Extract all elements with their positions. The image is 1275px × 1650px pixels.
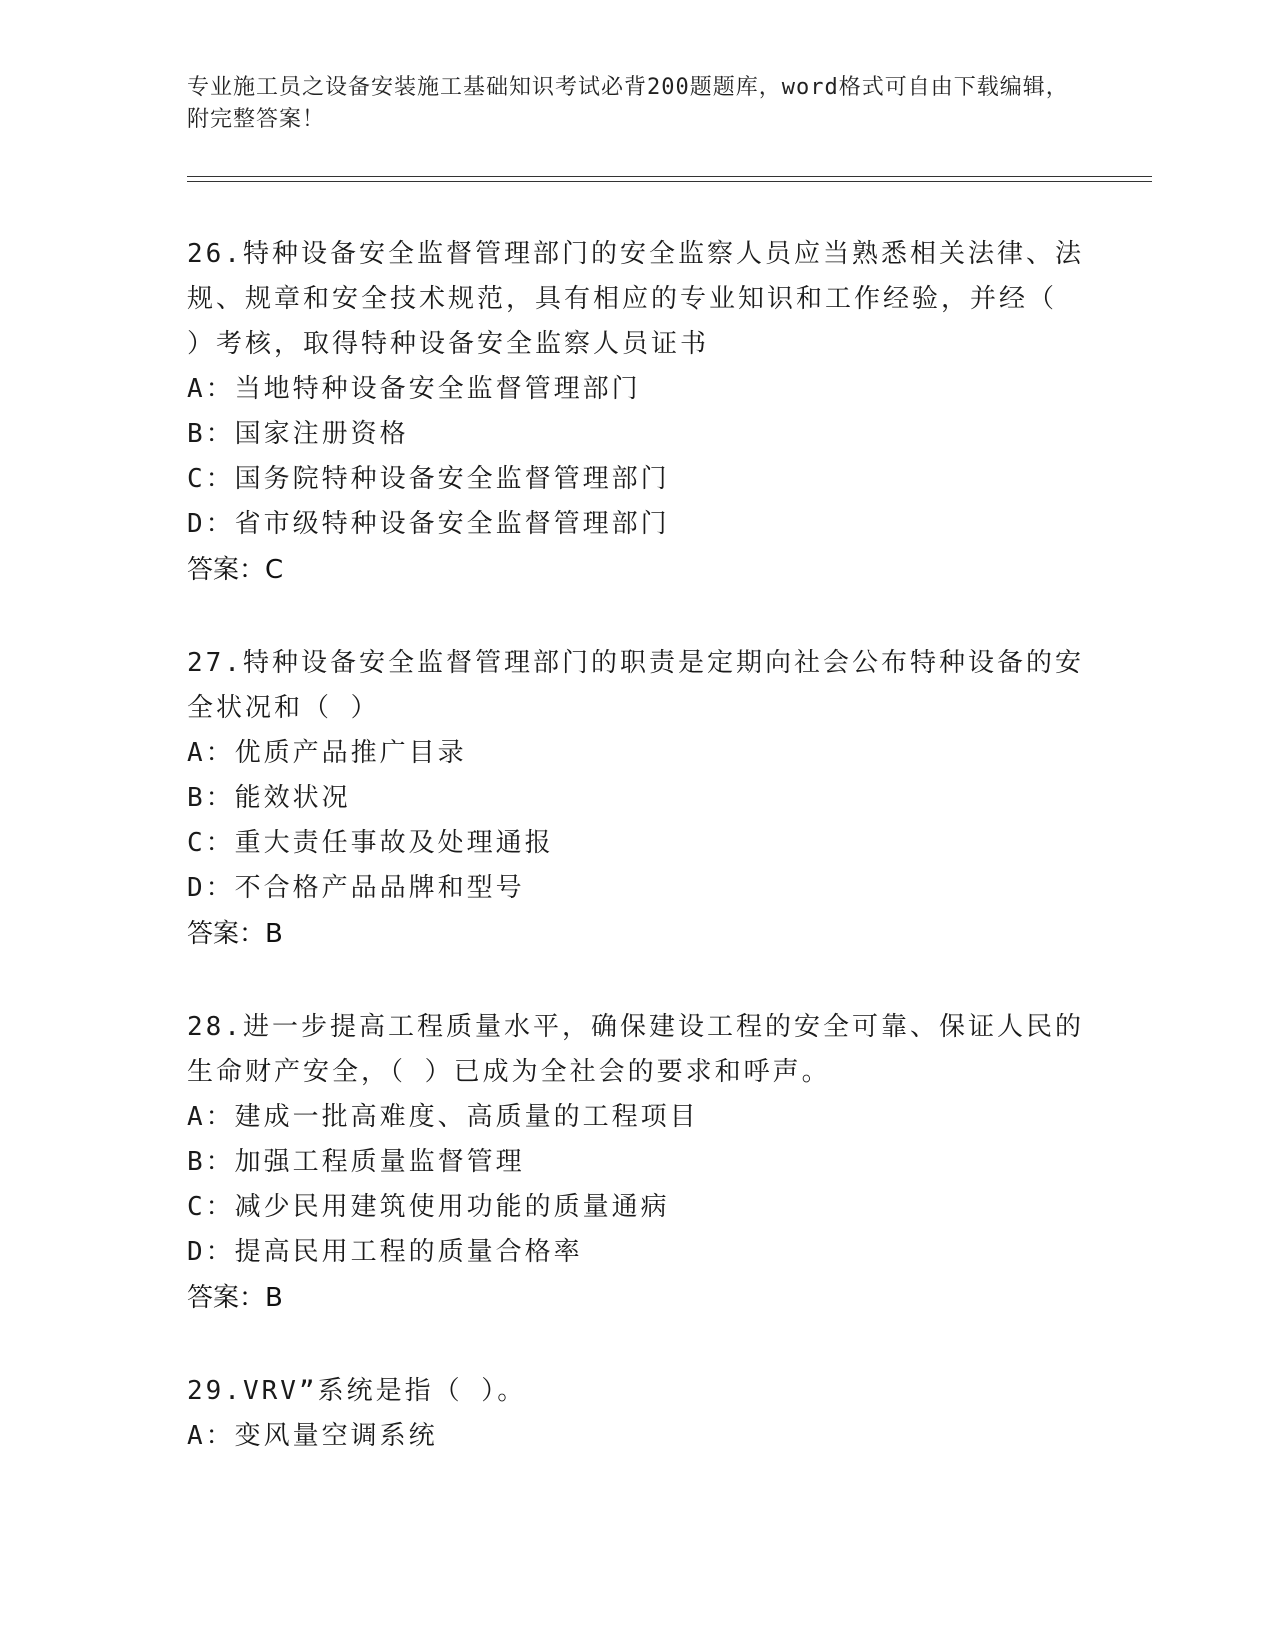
question-27: [187, 641, 1087, 957]
option-b: B：国家注册资格: [187, 419, 409, 449]
answer: 答案：B: [187, 919, 283, 949]
question-stem: 29.VRV”系统是指（ ）。: [187, 1376, 527, 1406]
option-c: C：重大责任事故及处理通报: [187, 828, 554, 858]
option-a: A：变风量空调系统: [187, 1421, 438, 1451]
option-d: D：省市级特种设备安全监督管理部门: [187, 509, 670, 539]
question-stem: 27.特种设备安全监督管理部门的职责是定期向社会公布特种设备的安全状况和（ ）: [187, 648, 1084, 723]
option-d: D：不合格产品品牌和型号: [187, 873, 525, 903]
document-header: 专业施工员之设备安装施工基础知识考试必背200题题库，word格式可自由下载编辑，附完整答案！: [187, 75, 1069, 132]
question-26: [187, 232, 1087, 593]
option-a: A：当地特种设备安全监督管理部门: [187, 374, 641, 404]
answer: 答案：C: [187, 555, 284, 585]
option-b: B：能效状况: [187, 783, 351, 813]
question-stem: 26.特种设备安全监督管理部门的安全监察人员应当熟悉相关法律、法规、规章和安全技术规范，具有相应的专业知识和工作经验，并经（ ）考核，取得特种设备安全监察人员证书: [187, 239, 1084, 359]
question-stem: 28.进一步提高工程质量水平，确保建设工程的安全可靠、保证人民的生命财产安全，（ ）已成为全社会的要求和呼声。: [187, 1012, 1084, 1087]
option-c: C：减少民用建筑使用功能的质量通病: [187, 1192, 670, 1222]
option-d: D：提高民用工程的质量合格率: [187, 1237, 583, 1267]
question-28: [187, 1005, 1087, 1321]
option-a: A：建成一批高难度、高质量的工程项目: [187, 1102, 699, 1132]
option-b: B：加强工程质量监督管理: [187, 1147, 525, 1177]
question-29: [187, 1369, 1087, 1459]
answer: 答案：B: [187, 1283, 283, 1313]
header-divider: [187, 176, 1152, 182]
question-list: [187, 232, 1087, 1507]
option-c: C：国务院特种设备安全监督管理部门: [187, 464, 670, 494]
option-a: A：优质产品推广目录: [187, 738, 467, 768]
